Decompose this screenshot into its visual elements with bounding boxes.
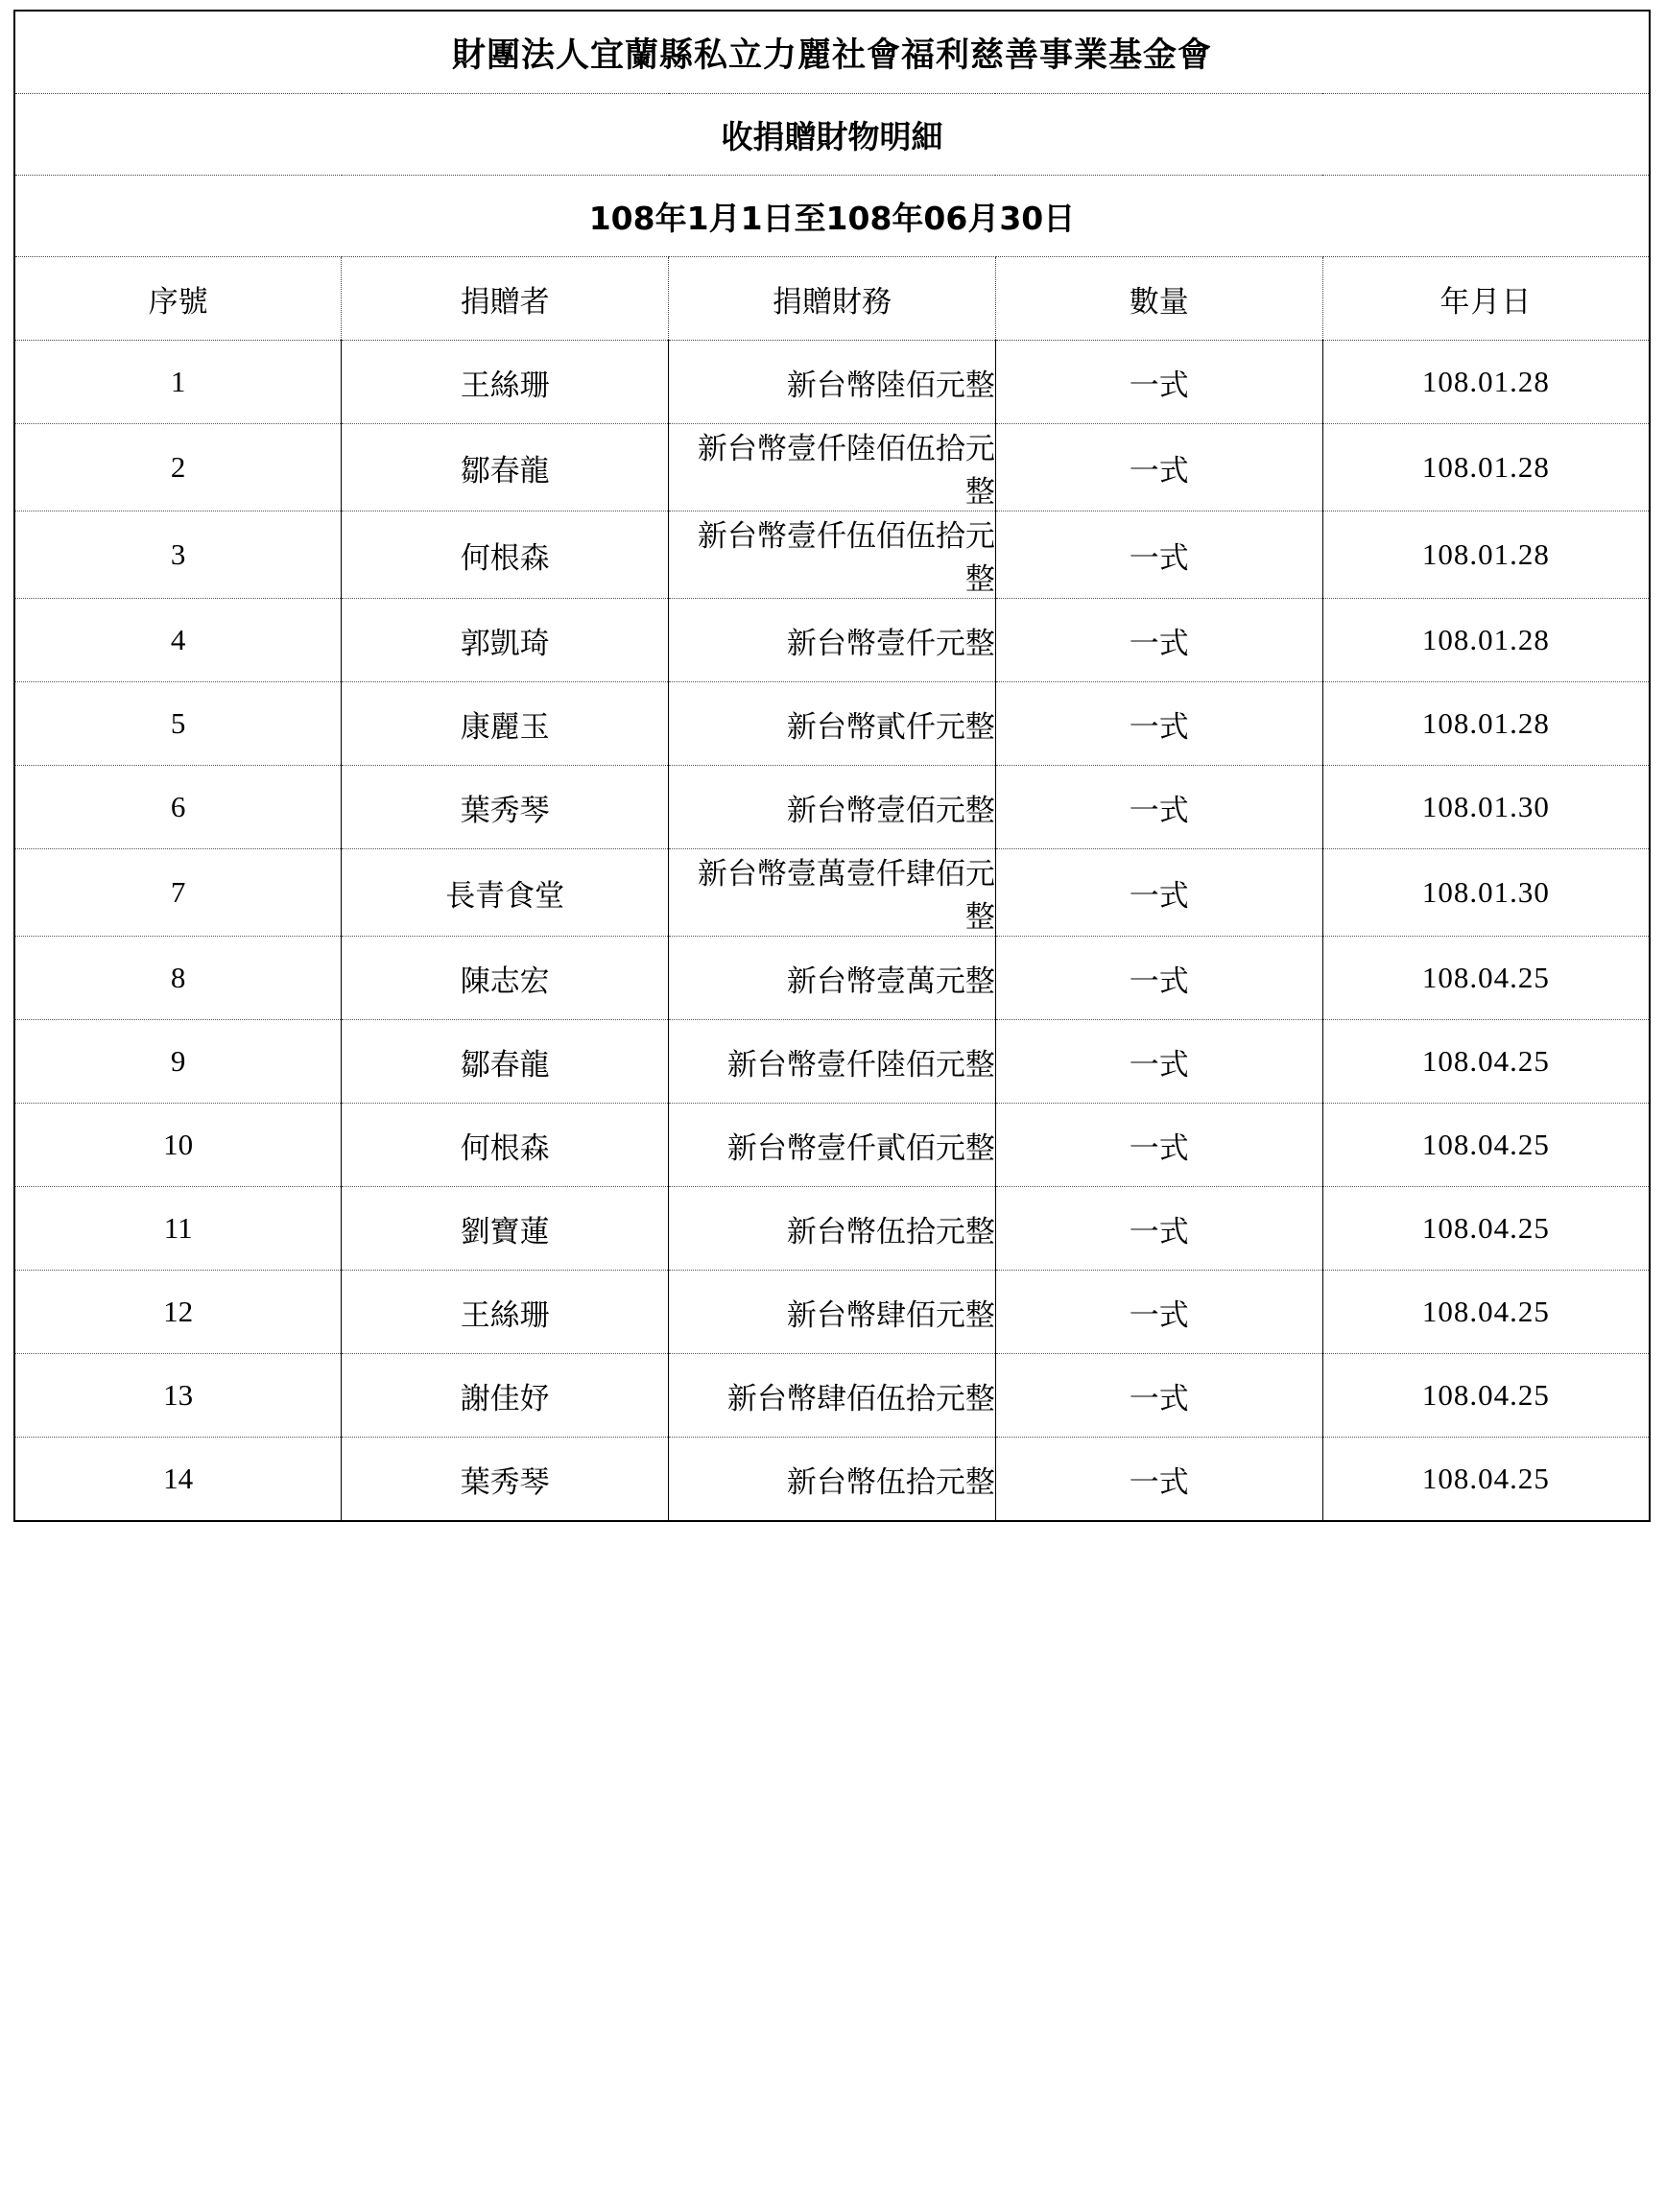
table-row [14, 424, 1650, 511]
cell-date: 108.01.28 [1322, 599, 1650, 682]
cell-qty: 一式 [995, 511, 1322, 599]
table-row [14, 599, 1650, 682]
cell-donor: 長青食堂 [342, 849, 669, 937]
cell-donor: 葉秀琴 [342, 1438, 669, 1522]
cell-date: 108.01.30 [1322, 849, 1650, 937]
cell-item: 新台幣壹仟元整 [669, 599, 996, 682]
cell-item: 新台幣壹仟陸佰伍拾元整 [669, 424, 996, 511]
table-row [14, 1187, 1650, 1271]
cell-date: 108.04.25 [1322, 1271, 1650, 1354]
cell-donor: 王絲珊 [342, 1271, 669, 1354]
cell-qty: 一式 [995, 1271, 1322, 1354]
report-period: 108年1月1日至108年06月30日 [14, 176, 1650, 257]
cell-seq: 6 [14, 766, 342, 849]
cell-item: 新台幣壹佰元整 [669, 766, 996, 849]
cell-date: 108.04.25 [1322, 1354, 1650, 1438]
cell-donor: 鄒春龍 [342, 424, 669, 511]
cell-seq: 12 [14, 1271, 342, 1354]
table-row [14, 1354, 1650, 1438]
cell-qty: 一式 [995, 682, 1322, 766]
cell-seq: 13 [14, 1354, 342, 1438]
table-header-row [14, 257, 1650, 341]
cell-qty: 一式 [995, 849, 1322, 937]
cell-donor: 劉寶蓮 [342, 1187, 669, 1271]
cell-date: 108.01.28 [1322, 511, 1650, 599]
table-row [14, 1438, 1650, 1522]
cell-date: 108.04.25 [1322, 1020, 1650, 1104]
cell-donor: 葉秀琴 [342, 766, 669, 849]
cell-item: 新台幣壹仟貳佰元整 [669, 1104, 996, 1187]
cell-date: 108.04.25 [1322, 1104, 1650, 1187]
cell-seq: 14 [14, 1438, 342, 1522]
cell-seq: 2 [14, 424, 342, 511]
cell-item: 新台幣貳仟元整 [669, 682, 996, 766]
cell-qty: 一式 [995, 1438, 1322, 1522]
cell-date: 108.01.28 [1322, 682, 1650, 766]
column-header-item: 捐贈財務 [669, 257, 996, 341]
table-row [14, 341, 1650, 424]
cell-seq: 8 [14, 937, 342, 1020]
period-row [14, 176, 1650, 257]
cell-qty: 一式 [995, 424, 1322, 511]
cell-qty: 一式 [995, 766, 1322, 849]
cell-seq: 9 [14, 1020, 342, 1104]
cell-date: 108.04.25 [1322, 1187, 1650, 1271]
cell-item: 新台幣壹仟伍佰伍拾元整 [669, 511, 996, 599]
table-row [14, 1104, 1650, 1187]
cell-item: 新台幣壹萬元整 [669, 937, 996, 1020]
cell-item: 新台幣伍拾元整 [669, 1187, 996, 1271]
column-header-date: 年月日 [1322, 257, 1650, 341]
cell-seq: 10 [14, 1104, 342, 1187]
cell-date: 108.01.28 [1322, 424, 1650, 511]
cell-qty: 一式 [995, 937, 1322, 1020]
column-header-donor: 捐贈者 [342, 257, 669, 341]
cell-seq: 11 [14, 1187, 342, 1271]
column-header-seq: 序號 [14, 257, 342, 341]
cell-donor: 郭凱琦 [342, 599, 669, 682]
table-body [14, 11, 1650, 1521]
cell-donor: 鄒春龍 [342, 1020, 669, 1104]
cell-date: 108.01.30 [1322, 766, 1650, 849]
cell-qty: 一式 [995, 1354, 1322, 1438]
donation-detail-table [13, 10, 1651, 1522]
cell-item: 新台幣壹萬壹仟肆佰元整 [669, 849, 996, 937]
cell-item: 新台幣伍拾元整 [669, 1438, 996, 1522]
column-header-qty: 數量 [995, 257, 1322, 341]
cell-qty: 一式 [995, 341, 1322, 424]
cell-donor: 何根森 [342, 1104, 669, 1187]
cell-item: 新台幣壹仟陸佰元整 [669, 1020, 996, 1104]
cell-seq: 3 [14, 511, 342, 599]
cell-donor: 康麗玉 [342, 682, 669, 766]
cell-donor: 何根森 [342, 511, 669, 599]
table-row [14, 849, 1650, 937]
table-row [14, 937, 1650, 1020]
org-title-row [14, 11, 1650, 94]
cell-donor: 王絲珊 [342, 341, 669, 424]
table-row [14, 511, 1650, 599]
cell-date: 108.04.25 [1322, 1438, 1650, 1522]
cell-seq: 4 [14, 599, 342, 682]
report-title: 收捐贈財物明細 [14, 94, 1650, 176]
cell-item: 新台幣肆佰元整 [669, 1271, 996, 1354]
cell-donor: 陳志宏 [342, 937, 669, 1020]
org-title: 財團法人宜蘭縣私立力麗社會福利慈善事業基金會 [14, 11, 1650, 94]
cell-date: 108.01.28 [1322, 341, 1650, 424]
table-row [14, 1271, 1650, 1354]
cell-qty: 一式 [995, 1104, 1322, 1187]
cell-item: 新台幣陸佰元整 [669, 341, 996, 424]
report-title-row [14, 94, 1650, 176]
cell-qty: 一式 [995, 599, 1322, 682]
cell-seq: 7 [14, 849, 342, 937]
table-row [14, 682, 1650, 766]
table-row [14, 766, 1650, 849]
cell-donor: 謝佳妤 [342, 1354, 669, 1438]
cell-item: 新台幣肆佰伍拾元整 [669, 1354, 996, 1438]
cell-seq: 5 [14, 682, 342, 766]
cell-qty: 一式 [995, 1187, 1322, 1271]
cell-qty: 一式 [995, 1020, 1322, 1104]
cell-seq: 1 [14, 341, 342, 424]
table-row [14, 1020, 1650, 1104]
cell-date: 108.04.25 [1322, 937, 1650, 1020]
